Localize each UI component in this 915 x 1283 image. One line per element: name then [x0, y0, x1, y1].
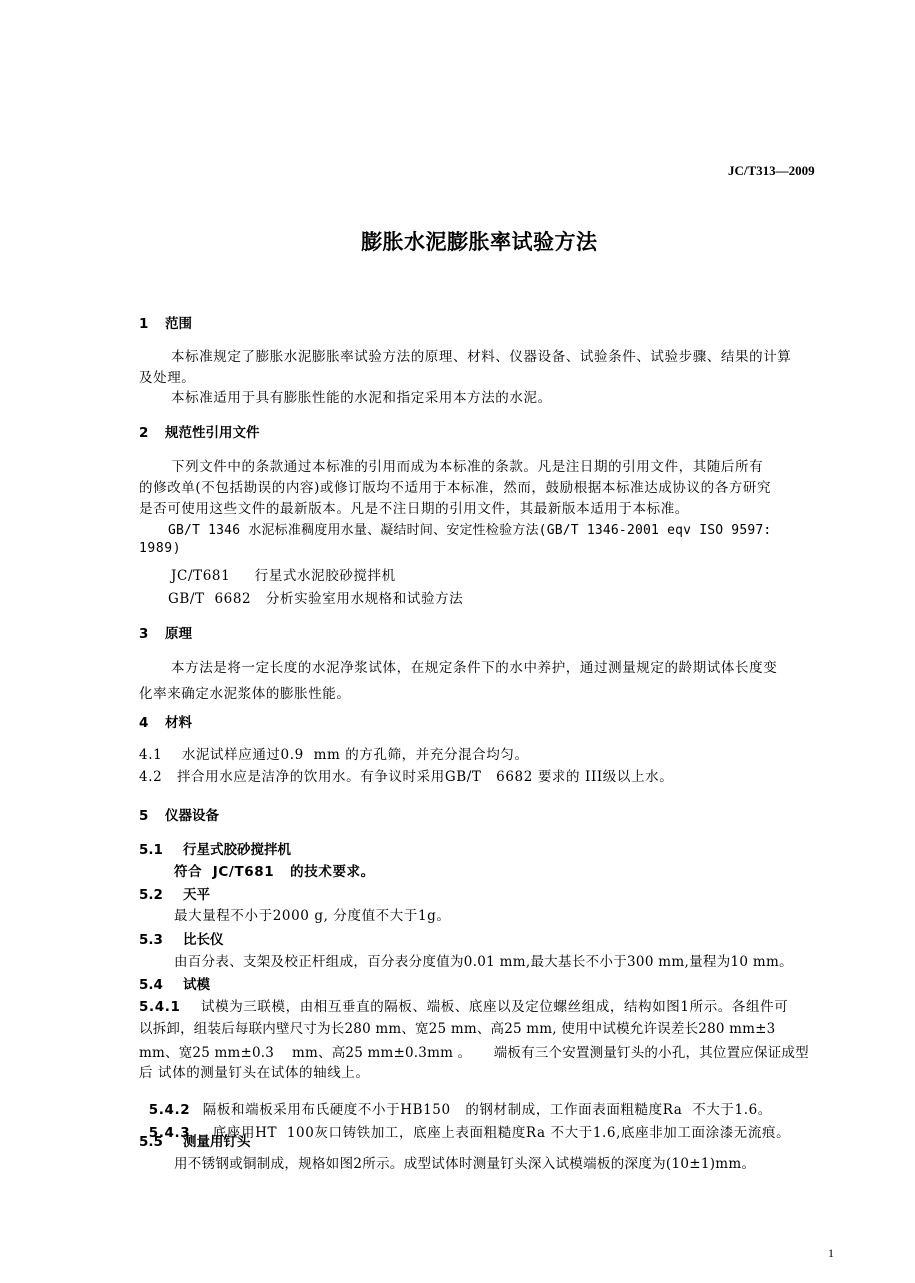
- paragraph-line: 符合 JC/T681 的技术要求。: [174, 864, 375, 880]
- list-item: 4.2 拌合用水应是洁净的饮用水。有争议时采用GB/T 6682 要求的 III级以上水。: [139, 769, 674, 785]
- subsection-title: 比长仪: [183, 932, 224, 948]
- paragraph-line: 最大量程不小于2000 g, 分度值不大于1g。: [174, 908, 451, 924]
- section-number: 2: [139, 425, 149, 441]
- subsection-number: 5.1: [139, 842, 163, 858]
- paragraph-line: 底座用HT 100灰口铸铁加工，底座上表面粗糙度Ra 不大于1.6,底座非加工面涂漆无流痕。: [212, 1125, 791, 1141]
- paragraph-line: 隔板和端板采用布氏硬度不小于HB150 的钢材制成，工作面表面粗糙度Ra 不大于1.6。: [202, 1102, 772, 1118]
- section-3-heading: [139, 622, 192, 642]
- subsection-5-4-heading: [139, 973, 210, 993]
- section-title: 原理: [165, 626, 192, 642]
- section-1-heading: [139, 312, 192, 332]
- subsection-5-2-heading: [139, 883, 210, 903]
- paragraph-line: 是否可使用这些文件的最新版本。凡是不注日期的引用文件，其最新版本适用于本标准。: [139, 501, 689, 517]
- reference-line: 1989): [139, 541, 182, 556]
- paragraph-line: 的修改单(不包括勘误的内容)或修订版均不适用于本标准，然而，鼓励根据本标准达成协议的各方研究: [139, 480, 772, 496]
- section-title: 仪器设备: [165, 808, 219, 824]
- standard-code: JC/T313—2009: [728, 163, 815, 178]
- document-title: 膨胀水泥膨胀率试验方法: [361, 230, 598, 254]
- clause-5-4-1: [139, 995, 788, 1015]
- section-number: 3: [139, 626, 149, 642]
- subsection-title: 试模: [183, 977, 210, 993]
- paragraph-line: 及处理。: [139, 370, 196, 386]
- subsection-number: 5.5: [139, 1134, 163, 1150]
- page-number: 1: [828, 1246, 834, 1260]
- section-2-heading: [139, 421, 260, 441]
- clause-number: 5.4.1: [139, 999, 181, 1015]
- subsection-5-5-heading: [139, 1130, 251, 1150]
- reference-line: GB/T 1346 水泥标准稠度用水量、凝结时间、安定性检验方法(GB/T 1346-2001 eqv ISO 9597:: [168, 523, 772, 538]
- section-title: 规范性引用文件: [165, 425, 260, 441]
- paragraph-line: mm、宽25 mm±0.3 mm、高25 mm±0.3mm 。 端板有三个安置测量钉头的小孔，其位置应保证成型: [139, 1045, 809, 1061]
- paragraph-line: 本方法是将一定长度的水泥净浆试体，在规定条件下的水中养护，通过测量规定的龄期试体长度变: [171, 660, 778, 676]
- reference-line: GB/T 6682 分析实验室用水规格和试验方法: [168, 591, 464, 607]
- subsection-title: 行星式胶砂搅拌机: [183, 842, 291, 858]
- clause-number: 5.4.2: [148, 1102, 191, 1118]
- subsection-title: 天平: [183, 887, 210, 903]
- list-item: 4.1 水泥试样应通过0.9 mm 的方孔筛，并充分混合均匀。: [139, 747, 529, 763]
- paragraph-line: 试模为三联模，由相互垂直的隔板、端板、底座以及定位螺丝组成，结构如图1所示。各组件可: [201, 999, 789, 1015]
- paragraph-line: 以拆卸，组装后每联内壁尺寸为长280 mm、宽25 mm、高25 mm, 使用中试模允许误差长280 mm±3: [139, 1021, 776, 1037]
- section-number: 5: [139, 808, 149, 824]
- paragraph-line: 后 试体的测量钉头在试体的轴线上。: [139, 1065, 370, 1081]
- paragraph-line: 下列文件中的条款通过本标准的引用而成为本标准的条款。凡是注日期的引用文件，其随后所有: [171, 459, 764, 475]
- section-5-heading: [139, 804, 219, 824]
- section-title: 范围: [165, 316, 192, 332]
- subsection-title: 测量用钉头: [183, 1134, 251, 1150]
- paragraph-line: 由百分表、支架及校正杆组成，百分表分度值为0.01 mm,最大基长不小于300 mm,量程为10 mm。: [174, 954, 793, 970]
- section-4-heading: [139, 711, 192, 731]
- section-number: 4: [139, 715, 149, 731]
- subsection-number: 5.2: [139, 887, 163, 903]
- subsection-number: 5.4: [139, 977, 163, 993]
- clause-number: 5.4.3: [148, 1125, 191, 1141]
- subsection-number: 5.3: [139, 932, 163, 948]
- section-title: 材料: [165, 715, 192, 731]
- paragraph-line: 用不锈钢或铜制成，规格如图2所示。成型试体时测量钉头深入试模端板的深度为(10±1)mm。: [174, 1156, 756, 1172]
- subsection-5-1-heading: [139, 838, 291, 858]
- paragraph-line: 本标准适用于具有膨胀性能的水泥和指定采用本方法的水泥。: [171, 390, 552, 406]
- paragraph-line: 本标准规定了膨胀水泥膨胀率试验方法的原理、材料、仪器设备、试验条件、试验步骤、结果的计算: [171, 349, 792, 365]
- section-number: 1: [139, 316, 149, 332]
- paragraph-line: 化率来确定水泥浆体的膨胀性能。: [139, 686, 351, 702]
- subsection-5-3-heading: [139, 928, 224, 948]
- reference-line: JC/T681 行星式水泥胶砂搅拌机: [171, 568, 396, 584]
